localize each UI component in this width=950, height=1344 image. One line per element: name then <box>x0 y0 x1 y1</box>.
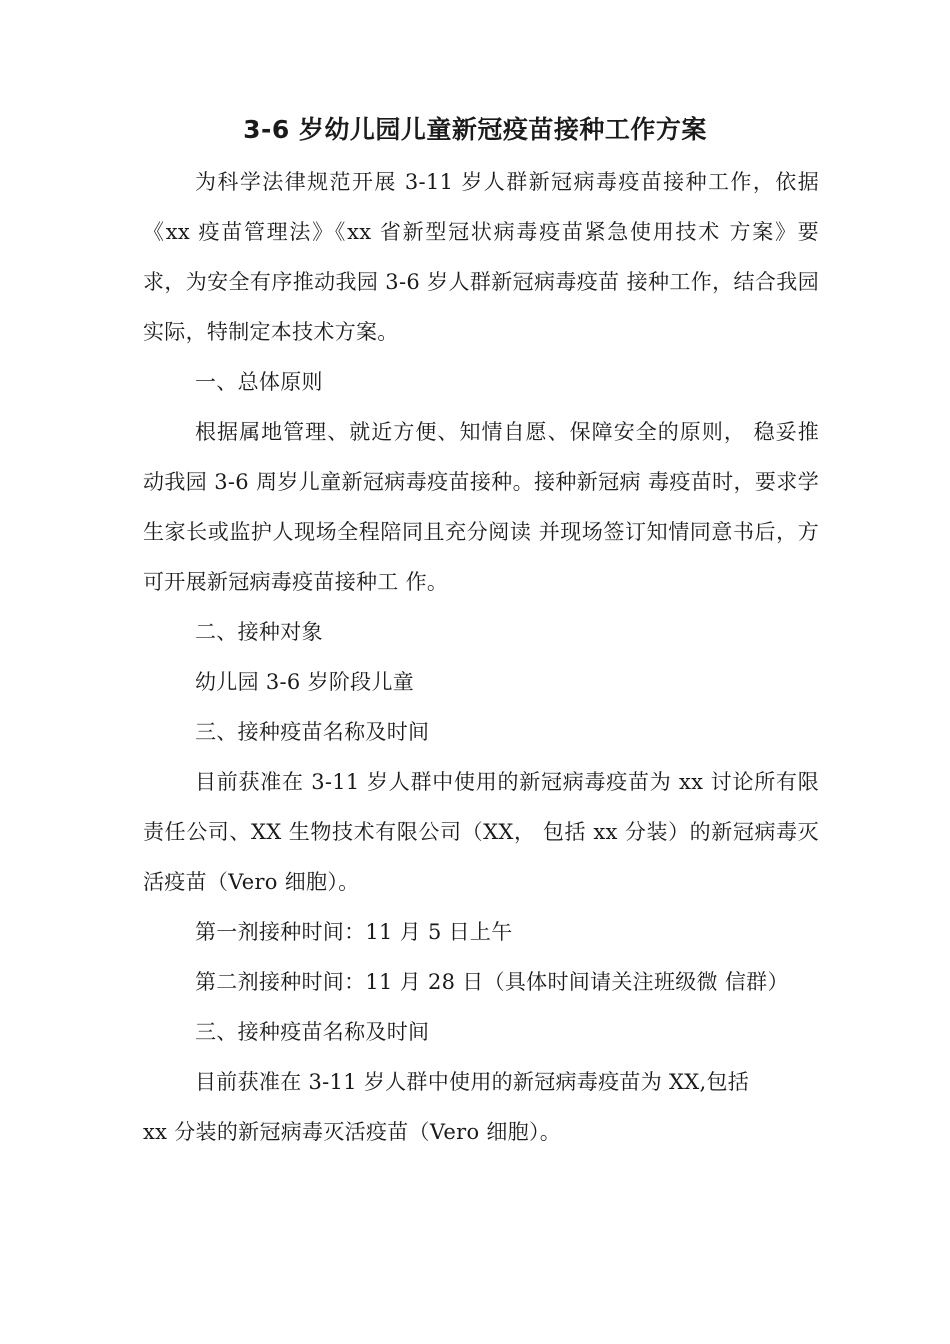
vaccine-paragraph-repeat-line2: xx 分装的新冠病毒灭活疫苗（Vero 细胞）。 <box>143 1120 562 1144</box>
section-heading-vaccine: 三、接种疫苗名称及时间 <box>195 720 430 744</box>
intro-paragraph: 为科学法律规范开展 3-11 岁人群新冠病毒疫苗接种工作，依据《xx 疫苗管理法》《xx 省新型冠状病毒疫苗紧急使用技术 方案》要求，为安全有序推动我园 3-6 岁人群新冠病毒疫苗 接种工作，结合我园实际，特制定本技术方案。 <box>143 170 819 344</box>
targets-paragraph: 幼儿园 3-6 岁阶段儿童 <box>195 670 415 694</box>
vaccine-paragraph-repeat-line1: 目前获准在 3-11 岁人群中使用的新冠病毒疫苗为 XX,包括 <box>195 1070 750 1094</box>
section-heading-vaccine-repeat: 三、接种疫苗名称及时间 <box>195 1020 430 1044</box>
principles-paragraph: 根据属地管理、就近方便、知情自愿、保障安全的原则， 稳妥推动我园 3-6 周岁儿童新冠病毒疫苗接种。接种新冠病 毒疫苗时，要求学生家长或监护人现场全程陪同且充分阅读 并现场签订知情同意书后，方可开展新冠病毒疫苗接种工 作。 <box>143 420 819 594</box>
document-body <box>143 157 819 1157</box>
section-heading-principles: 一、总体原则 <box>195 370 323 394</box>
vaccine-paragraph: 目前获准在 3-11 岁人群中使用的新冠病毒疫苗为 xx 讨论所有限责任公司、XX 生物技术有限公司（XX， 包括 xx 分装）的新冠病毒灭活疫苗（Vero 细胞）。 <box>143 770 819 894</box>
second-dose-time: 第二剂接种时间：11 月 28 日（具体时间请关注班级微 信群） <box>195 970 789 994</box>
first-dose-time: 第一剂接种时间：11 月 5 日上午 <box>195 920 513 944</box>
document-title: 3-6 岁幼儿园儿童新冠疫苗接种工作方案 <box>243 115 707 144</box>
section-heading-targets: 二、接种对象 <box>195 620 323 644</box>
